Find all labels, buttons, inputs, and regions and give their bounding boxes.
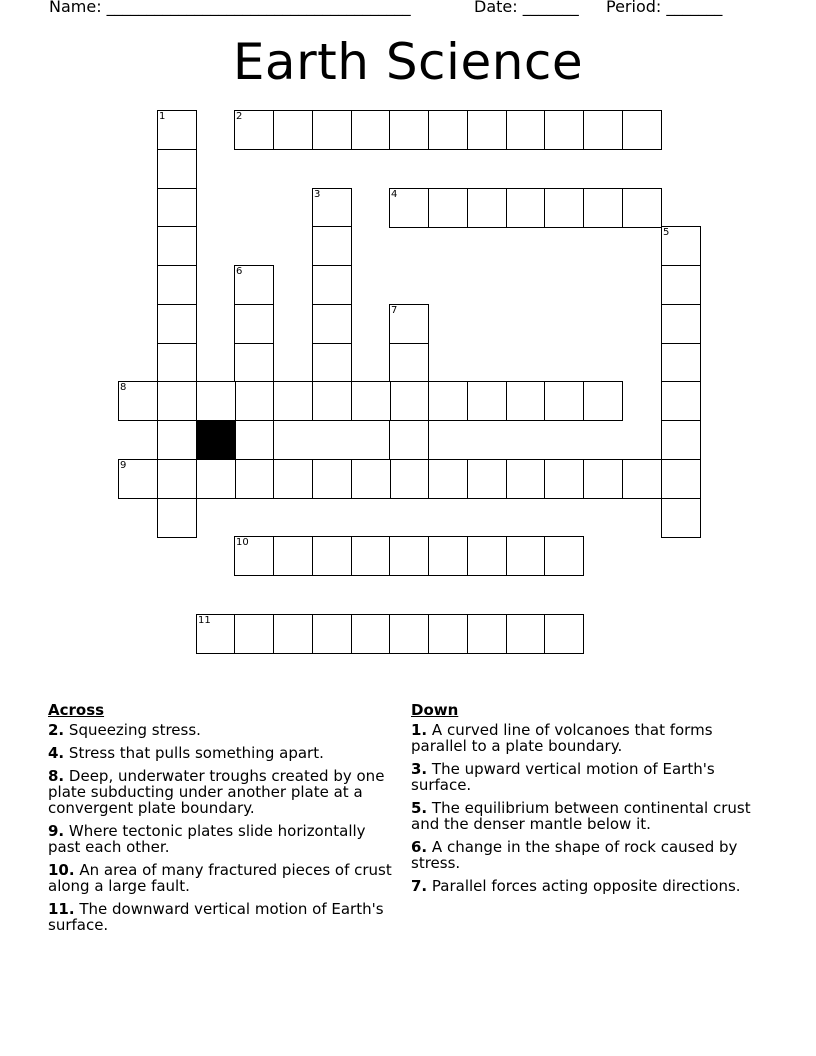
clue-text: Parallel forces acting opposite directions. [431, 877, 741, 895]
clue-text: An area of many fractured pieces of crust along a large fault. [48, 861, 392, 895]
name-field[interactable]: Name: ______________________________________ [49, 0, 411, 16]
crossword-cell[interactable] [428, 381, 468, 421]
across-clue [48, 722, 400, 738]
across-clue [48, 862, 400, 894]
crossword-cell[interactable] [273, 381, 313, 421]
crossword-cell[interactable] [234, 110, 274, 150]
clue-number: 2 [236, 111, 243, 122]
crossword-cell[interactable] [622, 188, 662, 228]
crossword-cell[interactable] [506, 381, 546, 421]
crossword-cell[interactable] [506, 459, 546, 499]
crossword-cell[interactable] [506, 188, 546, 228]
crossword-cell[interactable] [506, 536, 546, 576]
down-clue [411, 722, 761, 754]
crossword-cell[interactable] [273, 459, 313, 499]
clue-number-label: 2. [48, 721, 65, 739]
crossword-cell[interactable] [467, 459, 507, 499]
crossword-cell[interactable] [544, 536, 584, 576]
clue-text: The downward vertical motion of Earth's surface. [48, 900, 384, 934]
crossword-cell[interactable] [157, 265, 197, 305]
crossword-cell[interactable] [312, 381, 352, 421]
crossword-cell[interactable] [661, 381, 701, 421]
clue-text: Deep, underwater troughs created by one plate subducting under another plate at a convergent plate boundary. [48, 767, 385, 817]
crossword-cell[interactable] [544, 459, 584, 499]
across-clue [48, 901, 400, 933]
clue-number-label: 3. [411, 760, 428, 778]
crossword-cell[interactable] [234, 420, 274, 460]
crossword-cell[interactable] [351, 459, 391, 499]
down-clue [411, 878, 761, 894]
clue-text: Stress that pulls something apart. [68, 744, 324, 762]
clue-number: 1 [159, 111, 166, 122]
crossword-cell[interactable] [467, 536, 507, 576]
crossword-cell[interactable] [118, 459, 158, 499]
crossword-cell[interactable] [583, 459, 623, 499]
crossword-cell[interactable] [157, 498, 197, 538]
across-clue [48, 768, 400, 816]
crossword-cell[interactable] [234, 381, 274, 421]
crossword-cell[interactable] [544, 110, 584, 150]
crossword-cell[interactable] [234, 614, 274, 654]
clue-number-label: 5. [411, 799, 428, 817]
crossword-cell[interactable] [234, 343, 274, 383]
crossword-cell[interactable] [312, 110, 352, 150]
crossword-cell[interactable] [196, 459, 236, 499]
clue-number: 3 [314, 189, 321, 200]
clue-number-label: 8. [48, 767, 65, 785]
crossword-cell[interactable] [234, 459, 274, 499]
crossword-cell[interactable] [312, 304, 352, 344]
crossword-cell[interactable] [196, 381, 236, 421]
across-clue [48, 745, 400, 761]
crossword-cell[interactable] [583, 381, 623, 421]
crossword-cell[interactable] [583, 188, 623, 228]
clue-number: 10 [236, 537, 249, 548]
crossword-cell[interactable] [622, 459, 662, 499]
crossword-cell[interactable] [157, 110, 197, 150]
crossword-cell[interactable] [583, 110, 623, 150]
clue-number: 8 [120, 382, 127, 393]
crossword-cell[interactable] [506, 110, 546, 150]
crossword-cell[interactable] [389, 536, 429, 576]
crossword-cell[interactable] [157, 381, 197, 421]
crossword-cell[interactable] [428, 459, 468, 499]
across-clues [48, 700, 400, 940]
crossword-cell[interactable] [312, 188, 352, 228]
crossword-cell[interactable] [312, 536, 352, 576]
clue-number: 6 [236, 266, 243, 277]
crossword-cell[interactable] [157, 304, 197, 344]
crossword-cell[interactable] [622, 110, 662, 150]
page-title: Earth Science [232, 33, 584, 91]
crossword-cell[interactable] [467, 614, 507, 654]
down-clue [411, 839, 761, 871]
clue-text: Where tectonic plates slide horizontally past each other. [48, 822, 366, 856]
crossword-cell[interactable] [661, 459, 701, 499]
crossword-cell[interactable] [312, 343, 352, 383]
crossword-cell[interactable] [312, 459, 352, 499]
clue-text: A change in the shape of rock caused by stress. [411, 838, 738, 872]
crossword-cell[interactable] [428, 188, 468, 228]
date-field[interactable]: Date: _______ [474, 0, 579, 16]
crossword-cell[interactable] [273, 614, 313, 654]
crossword-cell[interactable] [312, 265, 352, 305]
crossword-cell[interactable] [389, 304, 429, 344]
crossword-cell[interactable] [544, 614, 584, 654]
down-clue [411, 800, 761, 832]
crossword-cell[interactable] [157, 459, 197, 499]
period-field[interactable]: Period: _______ [606, 0, 723, 16]
clue-number-label: 1. [411, 721, 428, 739]
crossword-cell[interactable] [157, 188, 197, 228]
crossword-cell[interactable] [157, 343, 197, 383]
crossword-cell[interactable] [389, 614, 429, 654]
crossword-cell[interactable] [351, 614, 391, 654]
clue-number: 4 [391, 189, 398, 200]
clue-text: The upward vertical motion of Earth's surface. [411, 760, 715, 794]
crossword-cell[interactable] [544, 381, 584, 421]
down-heading: Down [411, 701, 459, 719]
crossword-cell[interactable] [389, 188, 429, 228]
clue-text: Squeezing stress. [68, 721, 201, 739]
crossword-cell[interactable] [312, 226, 352, 266]
crossword-cell[interactable] [351, 110, 391, 150]
crossword-cell[interactable] [234, 536, 274, 576]
clue-number: 11 [198, 615, 211, 626]
clue-number-label: 6. [411, 838, 428, 856]
crossword-cell[interactable] [467, 188, 507, 228]
crossword-cell[interactable] [389, 459, 429, 499]
crossword-cell[interactable] [234, 304, 274, 344]
down-clue [411, 761, 761, 793]
crossword-cell[interactable] [118, 381, 158, 421]
clue-number-label: 7. [411, 877, 428, 895]
crossword-cell[interactable] [157, 420, 197, 460]
crossword-cell[interactable] [506, 614, 546, 654]
crossword-cell[interactable] [196, 614, 236, 654]
clue-number-label: 4. [48, 744, 65, 762]
across-heading: Across [48, 701, 105, 719]
crossword-cell[interactable] [389, 110, 429, 150]
across-clue [48, 823, 400, 855]
crossword-cell[interactable] [661, 226, 701, 266]
clue-number: 9 [120, 460, 127, 471]
clue-text: The equilibrium between continental crust and the denser mantle below it. [411, 799, 751, 833]
clue-text: A curved line of volcanoes that forms parallel to a plate boundary. [411, 721, 713, 755]
crossword-cell[interactable] [661, 420, 701, 460]
crossword-cell[interactable] [351, 536, 391, 576]
clue-number: 5 [663, 227, 670, 238]
crossword-cell[interactable] [661, 343, 701, 383]
down-clues [411, 700, 761, 901]
crossword-cell[interactable] [273, 110, 313, 150]
crossword-cell[interactable] [351, 381, 391, 421]
crossword-cell[interactable] [428, 110, 468, 150]
clue-number: 7 [391, 305, 398, 316]
crossword-cell[interactable] [157, 226, 197, 266]
crossword-cell[interactable] [389, 343, 429, 383]
crossword-cell[interactable] [389, 420, 429, 460]
clue-number-label: 11. [48, 900, 75, 918]
crossword-cell[interactable] [389, 381, 429, 421]
crossword-cell[interactable] [428, 614, 468, 654]
crossword-cell[interactable] [661, 304, 701, 344]
crossword-cell[interactable] [157, 149, 197, 189]
crossword-cell[interactable] [661, 498, 701, 538]
clue-number-label: 10. [48, 861, 75, 879]
clue-number-label: 9. [48, 822, 65, 840]
crossword-cell[interactable] [467, 381, 507, 421]
crossword-cell[interactable] [544, 188, 584, 228]
crossword-cell[interactable] [467, 110, 507, 150]
crossword-cell[interactable] [312, 614, 352, 654]
black-square [196, 420, 236, 460]
crossword-cell[interactable] [234, 265, 274, 305]
crossword-cell[interactable] [428, 536, 468, 576]
crossword-cell[interactable] [661, 265, 701, 305]
crossword-cell[interactable] [273, 536, 313, 576]
